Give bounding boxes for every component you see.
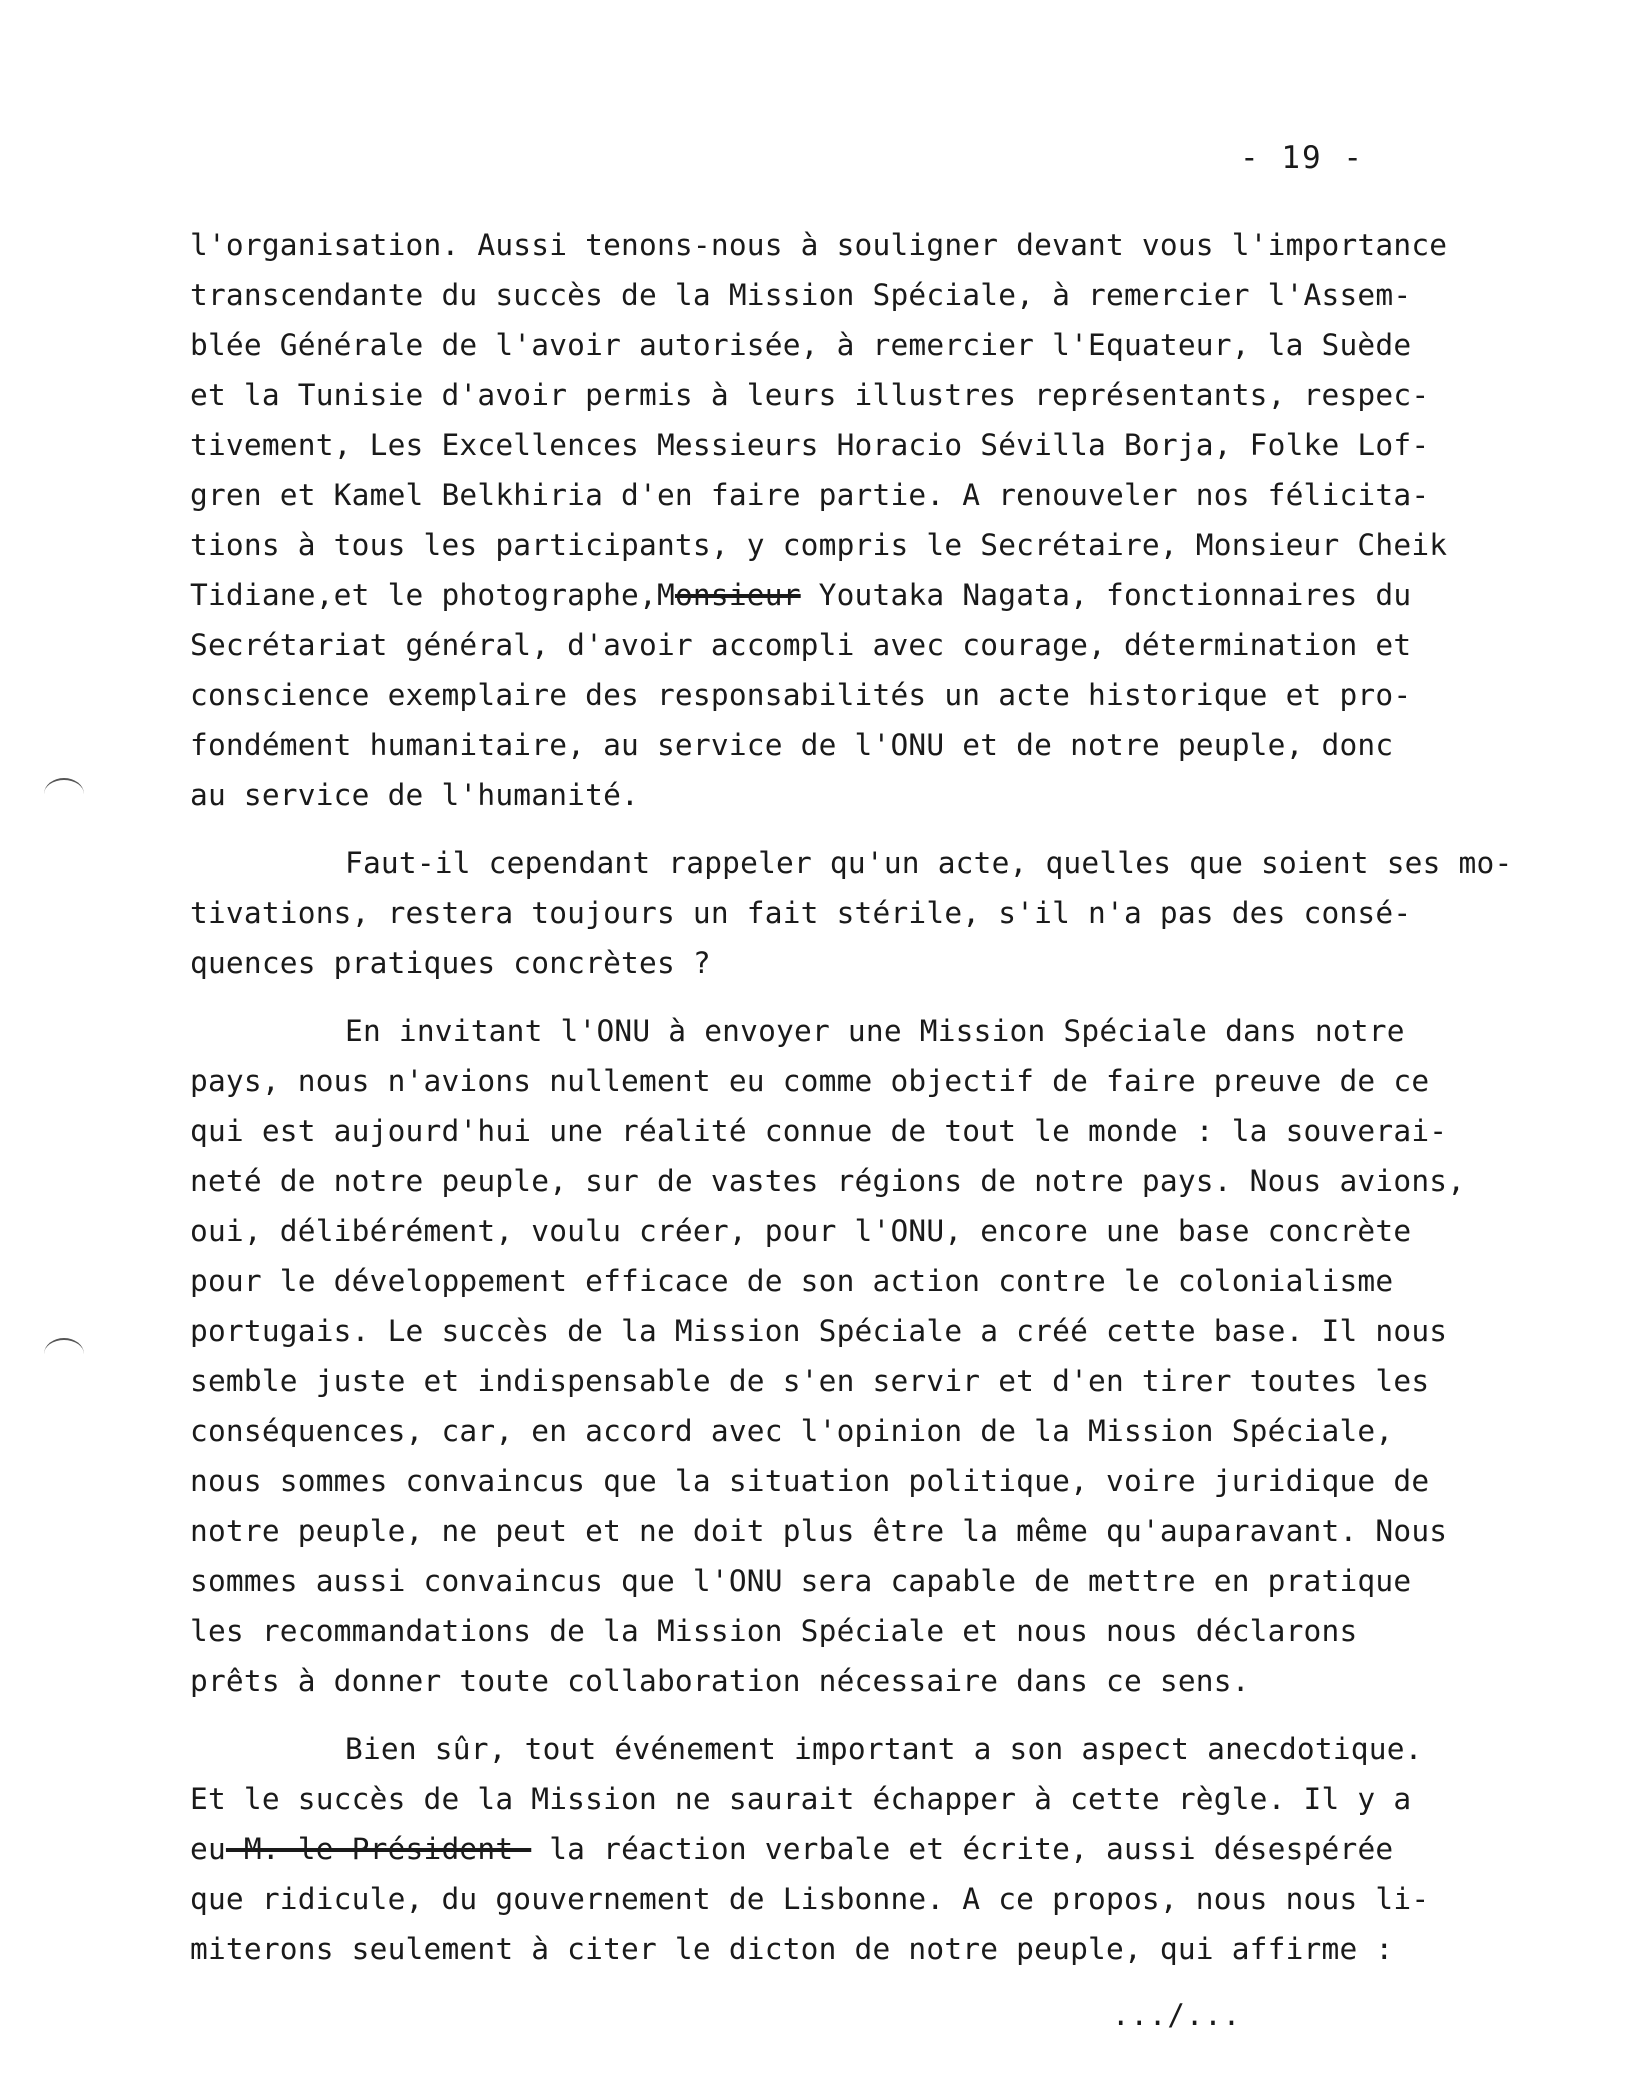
text-line: sommes aussi convaincus que l'ONU sera capable de mettre en pratique — [190, 1564, 1412, 1598]
text-line: quences pratiques concrètes ? — [190, 946, 711, 980]
text-line: blée Générale de l'avoir autorisée, à remercier l'Equateur, la Suède — [190, 328, 1412, 362]
text-line: En invitant l'ONU à envoyer une Mission Spéciale dans notre — [345, 1014, 1405, 1048]
text-line: transcendante du succès de la Mission Spéciale, à remercier l'Assem- — [190, 278, 1412, 312]
struck-text: onsieur — [674, 578, 801, 612]
text-line-with-strikethrough — [190, 1824, 1570, 1874]
paragraph-2 — [190, 838, 1570, 988]
page-number: - 19 - — [1240, 140, 1364, 176]
text-line: Et le succès de la Mission ne saurait échapper à cette règle. Il y a — [190, 1782, 1412, 1816]
text-line: les recommandations de la Mission Spéciale et nous nous déclarons — [190, 1614, 1358, 1648]
body-text — [190, 220, 1570, 1974]
text-segment: la réaction verbale et écrite, aussi désespérée — [531, 1832, 1394, 1866]
text-line: Secrétariat général, d'avoir accompli avec courage, détermination et — [190, 628, 1412, 662]
text-segment: eu — [190, 1832, 226, 1866]
text-line: pays, nous n'avions nullement eu comme objectif de faire preuve de ce — [190, 1064, 1430, 1098]
text-segment: Youtaka Nagata, fonctionnaires du — [800, 578, 1412, 612]
text-line: tivement, Les Excellences Messieurs Horacio Sévilla Borja, Folke Lof- — [190, 428, 1430, 462]
text-line: que ridicule, du gouvernement de Lisbonne. A ce propos, nous nous li- — [190, 1882, 1430, 1916]
text-line: prêts à donner toute collaboration nécessaire dans ce sens. — [190, 1664, 1250, 1698]
text-line: oui, délibérément, voulu créer, pour l'ONU, encore une base concrète — [190, 1214, 1412, 1248]
text-line: l'organisation. Aussi tenons-nous à souligner devant vous l'importance — [190, 228, 1448, 262]
margin-mark — [44, 778, 84, 810]
text-line: Bien sûr, tout événement important a son aspect anecdotique. — [345, 1732, 1423, 1766]
text-line: conscience exemplaire des responsabilités un acte historique et pro- — [190, 678, 1412, 712]
text-line: pour le développement efficace de son action contre le colonialisme — [190, 1264, 1394, 1298]
text-line: neté de notre peuple, sur de vastes régions de notre pays. Nous avions, — [190, 1164, 1466, 1198]
continuation-marker: .../... — [1112, 1998, 1242, 2032]
text-line: portugais. Le succès de la Mission Spéciale a créé cette base. Il nous — [190, 1314, 1448, 1348]
text-line: miterons seulement à citer le dicton de notre peuple, qui affirme : — [190, 1932, 1394, 1966]
text-line: qui est aujourd'hui une réalité connue de tout le monde : la souverai- — [190, 1114, 1448, 1148]
text-line: et la Tunisie d'avoir permis à leurs illustres représentants, respec- — [190, 378, 1430, 412]
text-line: semble juste et indispensable de s'en servir et d'en tirer toutes les — [190, 1364, 1430, 1398]
text-line: tions à tous les participants, y compris le Secrétaire, Monsieur Cheik — [190, 528, 1448, 562]
text-line: au service de l'humanité. — [190, 778, 640, 812]
margin-mark — [44, 1338, 84, 1370]
text-line: Faut-il cependant rappeler qu'un acte, quelles que soient ses mo- — [345, 846, 1513, 880]
text-segment: Tidiane,et le photographe,M — [190, 578, 675, 612]
text-line-with-strikethrough — [190, 570, 1570, 620]
text-line: tivations, restera toujours un fait stérile, s'il n'a pas des consé- — [190, 896, 1412, 930]
paragraph-3 — [190, 1006, 1570, 1706]
struck-text: M. le Président — [225, 1832, 532, 1866]
text-line: conséquences, car, en accord avec l'opinion de la Mission Spéciale, — [190, 1414, 1394, 1448]
text-line: notre peuple, ne peut et ne doit plus être la même qu'auparavant. Nous — [190, 1514, 1448, 1548]
paragraph-spacer — [190, 1706, 1570, 1724]
text-line: fondément humanitaire, au service de l'ONU et de notre peuple, donc — [190, 728, 1394, 762]
paragraph-4 — [190, 1724, 1570, 1974]
text-line: gren et Kamel Belkhiria d'en faire partie. A renouveler nos félicita- — [190, 478, 1430, 512]
paragraph-spacer — [190, 820, 1570, 838]
paragraph-1 — [190, 220, 1570, 820]
text-line: nous sommes convaincus que la situation politique, voire juridique de — [190, 1464, 1430, 1498]
paragraph-spacer — [190, 988, 1570, 1006]
